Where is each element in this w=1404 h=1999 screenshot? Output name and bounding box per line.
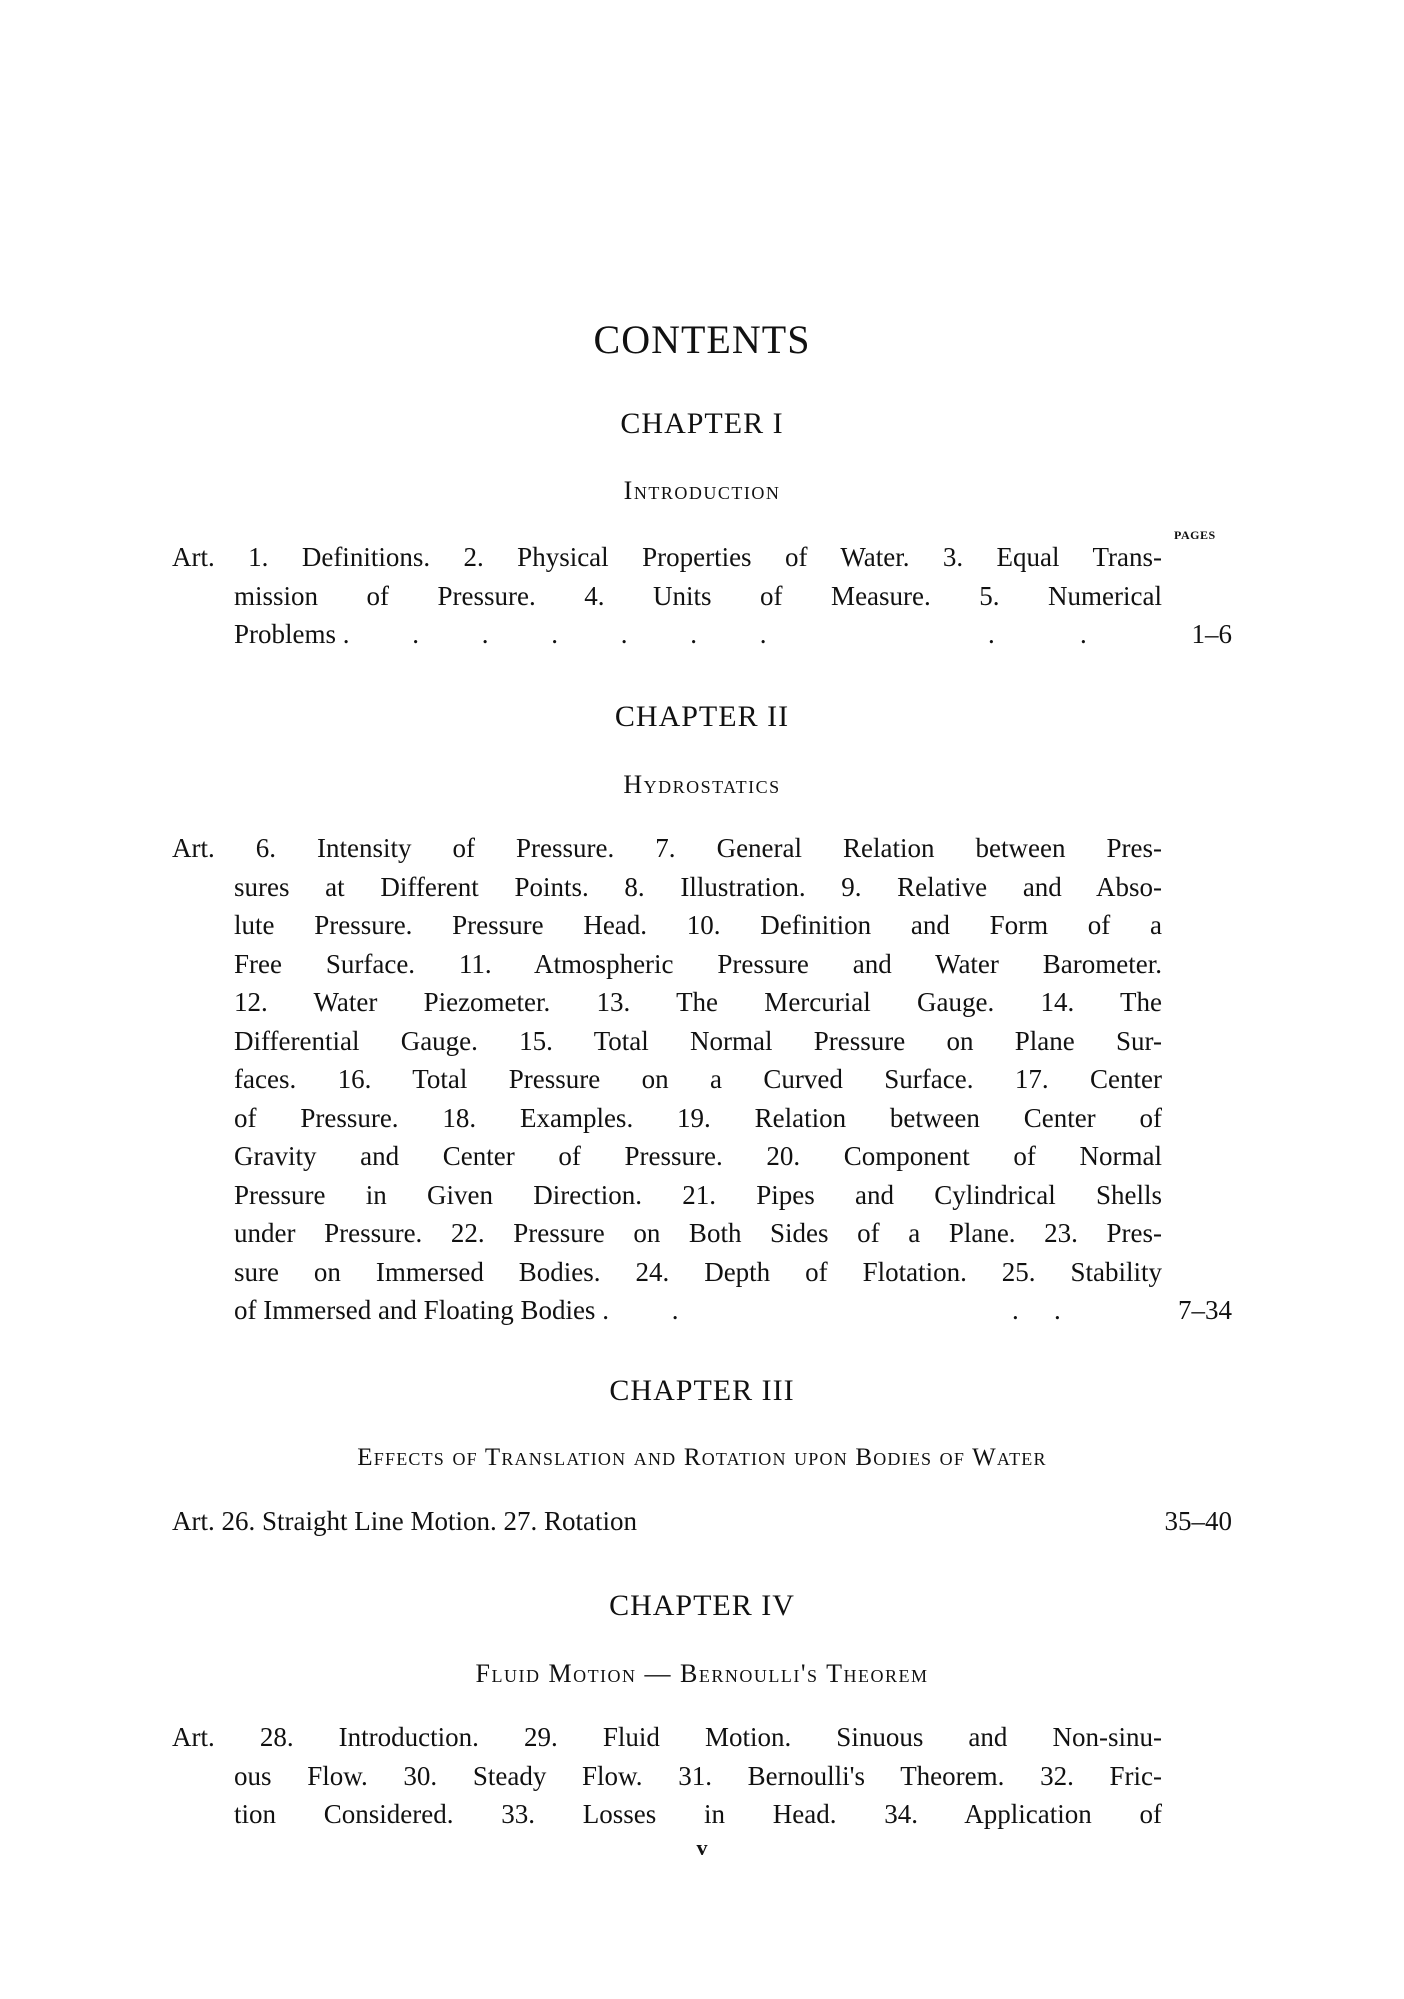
dot-leaders: . (1012, 1295, 1019, 1325)
dot-leaders: . . . . . . . (342, 619, 795, 649)
chapter-4-heading: CHAPTER IV (609, 1589, 795, 1622)
chapter-2-line-10: Pressure in Given Direction. 21. Pipes and Cylindrical Shells (234, 1179, 1162, 1210)
chapter-3-entry (172, 1502, 1232, 1541)
chapter-2-line-5: 12. Water Piezometer. 13. The Mercurial Gauge. 14. The (234, 987, 1162, 1017)
page-number: v (696, 1835, 708, 1860)
chapter-4-line-3: tion Considered. 33. Losses in Head. 34. Application of (234, 1799, 1162, 1829)
chapter-2-page-range: 7–34 (1178, 1295, 1232, 1325)
chapter-2-line-8: of Pressure. 18. Examples. 19. Relation between Center of (234, 1102, 1162, 1133)
chapter-1-entry (172, 538, 1232, 654)
chapter-1-line-1: Art. 1. Definitions. 2. Physical Properties of Water. 3. Equal Trans- (172, 542, 1162, 572)
chapter-2-line-2: sures at Different Points. 8. Illustration. 9. Relative and Abso- (234, 871, 1162, 902)
chapter-4-entry (172, 1718, 1232, 1834)
dot-leaders: . (1054, 1295, 1061, 1325)
chapter-2-line-4: Free Surface. 11. Atmospheric Pressure and Water Barometer. (234, 948, 1162, 979)
chapter-4-line-2: ous Flow. 30. Steady Flow. 31. Bernoulli's Theorem. 32. Fric- (234, 1760, 1162, 1791)
chapter-2-line-1: Art. 6. Intensity of Pressure. 7. General Relation between Pres- (172, 833, 1162, 863)
chapter-3-line-1-text: Art. 26. Straight Line Motion. 27. Rotation (172, 1506, 637, 1536)
dot-leaders: . (1080, 619, 1087, 649)
chapter-1-page-range: 1–6 (1191, 619, 1232, 649)
chapter-2-subtitle: Hydrostatics (623, 770, 781, 799)
chapter-3-heading: CHAPTER III (609, 1374, 795, 1407)
chapter-2-line-13-text: of Immersed and Floating Bodies (234, 1295, 596, 1325)
chapter-1-subtitle: Introduction (623, 476, 781, 505)
pages-column-label: PAGES (1174, 528, 1216, 542)
chapter-2-line-9: Gravity and Center of Pressure. 20. Component of Normal (234, 1141, 1162, 1171)
chapter-1-line-3 (172, 615, 1232, 654)
chapter-1-heading: CHAPTER I (620, 407, 784, 440)
chapter-2-line-11: under Pressure. 22. Pressure on Both Sides of a Plane. 23. Pres- (234, 1218, 1162, 1248)
chapter-3-line-1 (172, 1502, 1232, 1541)
contents-title: CONTENTS (593, 317, 811, 362)
chapter-2-line-7: faces. 16. Total Pressure on a Curved Surface. 17. Center (234, 1064, 1162, 1094)
dot-leaders: . . (602, 1295, 707, 1325)
chapter-2-line-13 (172, 1291, 1232, 1330)
chapter-2-entry (172, 829, 1232, 1330)
chapter-4-subtitle: Fluid Motion — Bernoulli's Theorem (475, 1659, 929, 1688)
chapter-4-line-1: Art. 28. Introduction. 29. Fluid Motion. Sinuous and Non-sinu- (172, 1722, 1162, 1752)
chapter-2-line-6: Differential Gauge. 15. Total Normal Pressure on Plane Sur- (234, 1025, 1162, 1056)
dot-leaders: . (988, 619, 995, 649)
chapter-3-page-range: 35–40 (1164, 1506, 1232, 1536)
chapter-1-line-3-text: Problems (234, 619, 337, 649)
chapter-1-line-2: mission of Pressure. 4. Units of Measure. 5. Numerical (234, 580, 1162, 611)
chapter-2-line-12: sure on Immersed Bodies. 24. Depth of Flotation. 25. Stability (234, 1256, 1162, 1287)
chapter-3-subtitle: Effects of Translation and Rotation upon Bodies of Water (357, 1444, 1047, 1471)
chapter-2-line-3: lute Pressure. Pressure Head. 10. Definition and Form of a (234, 910, 1162, 940)
chapter-2-heading: CHAPTER II (614, 700, 790, 733)
